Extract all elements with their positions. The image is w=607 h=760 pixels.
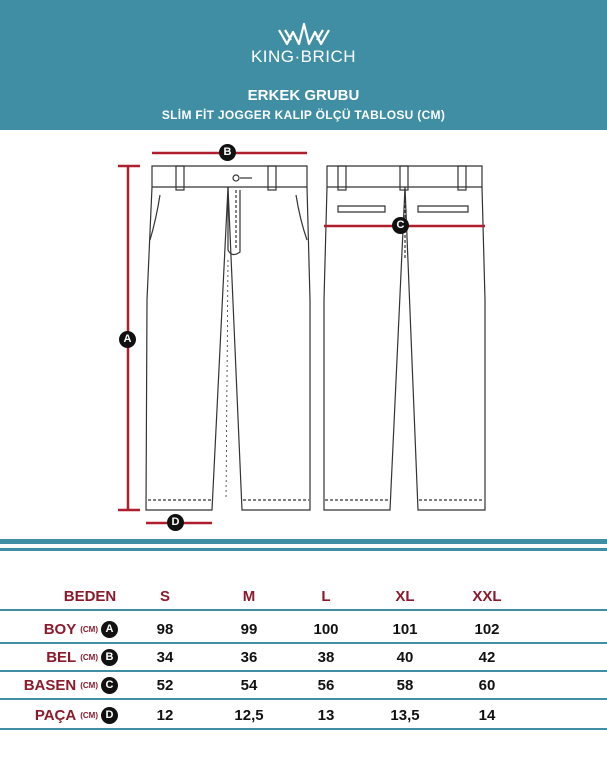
table-row: BEL (CM) B 34 36 38 40 42 [0,644,607,672]
header-size-m: M [242,588,256,605]
marker-c-icon: C [392,217,409,234]
marker-a-icon: A [101,621,118,638]
row-label: PAÇA (CM) D [35,707,118,724]
table-row: BOY (CM) A 98 99 100 101 102 [0,616,607,644]
header-banner [0,0,607,130]
marker-c-icon: C [101,677,118,694]
marker-b-icon: B [219,144,236,161]
header-size-xl: XL [395,588,415,605]
row-label: BEL (CM) B [46,649,118,666]
table-row: PAÇA (CM) D 12 12,5 13 13,5 14 [0,702,607,730]
divider-band-top [0,539,607,544]
marker-a-icon: A [119,331,136,348]
divider-band-bottom [0,548,607,551]
chart-subtitle: SLİM FİT JOGGER KALIP ÖLÇÜ TABLOSU (CM) [161,108,446,122]
row-label: BASEN (CM) C [24,677,118,694]
table-row: BASEN (CM) C 52 54 56 58 60 [0,672,607,700]
header-size-s: S [159,588,170,605]
header-size-l: L [321,588,331,605]
header-beden: BEDEN [63,588,117,605]
trousers-illustration [0,130,607,540]
crown-logo-icon [277,20,331,48]
marker-b-icon: B [101,649,118,666]
row-label: BOY (CM) A [44,621,118,638]
header-size-xxl: XXL [472,588,502,605]
brand-name: KING·BRICH [250,47,357,66]
marker-d-icon: D [101,707,118,724]
front-trousers-drawing [146,166,310,510]
marker-d-icon: D [167,514,184,531]
table-header-row [0,583,607,611]
group-title: ERKEK GRUBU [247,87,360,104]
